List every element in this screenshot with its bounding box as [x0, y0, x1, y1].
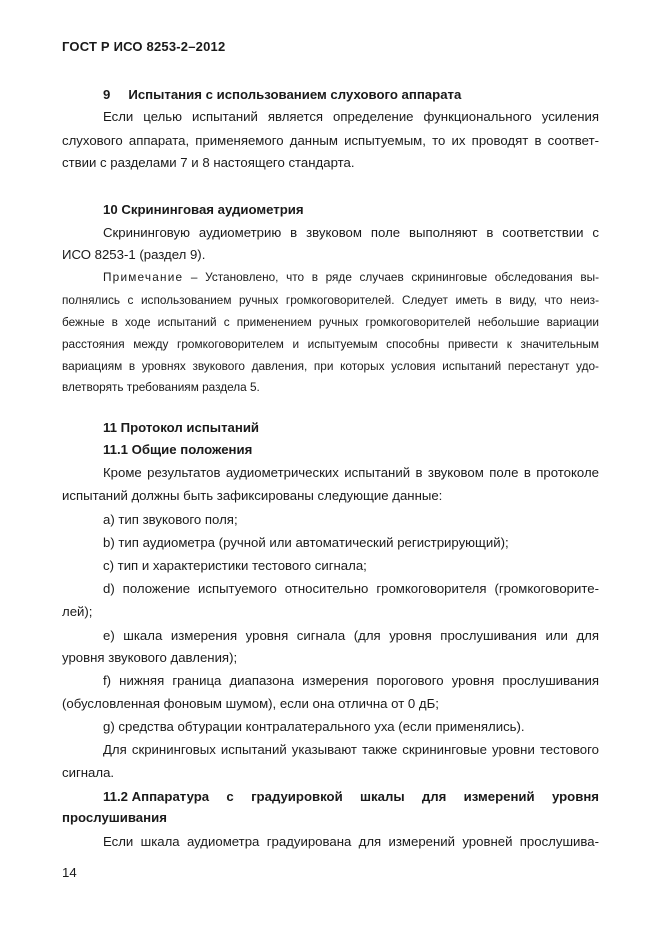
note-line: влетворять требованиям раздела 5. [62, 380, 260, 394]
heading-word: шкалы [360, 789, 405, 804]
page-number: 14 [62, 865, 77, 880]
list-item-continuation: уровня звукового давления); [62, 650, 238, 665]
paragraph-line: испытаний должны быть зафиксированы следующие данные: [62, 488, 443, 503]
list-item: d) положение испытуемого относительно громкоговорителя (громкоговорите- [103, 581, 599, 596]
paragraph-line: Для скрининговых испытаний указывают также скрининговые уровни тестового [103, 742, 599, 757]
subsection-11-1-heading: 11.1 Общие положения [103, 442, 253, 457]
subsection-11-2-heading-continuation: прослушивания [62, 810, 167, 825]
list-item: e) шкала измерения уровня сигнала (для уровня прослушивания или для [103, 628, 599, 643]
paragraph-line: сигнала. [62, 765, 115, 780]
heading-word: 11.2 Аппаратура [103, 789, 210, 804]
document-header: ГОСТ Р ИСО 8253-2–2012 [62, 39, 226, 54]
section-11-heading: 11 Протокол испытаний [103, 420, 260, 435]
note-line: бежные в ходе испытаний с применением ручных громкоговорителей небольшие вариации [62, 315, 599, 329]
heading-word: уровня [551, 789, 599, 804]
heading-word: для [421, 789, 447, 804]
section-9-heading [103, 87, 461, 102]
note-line: вариациям в уровнях звукового давления, при которых условия испытаний перестанут удо- [62, 359, 599, 373]
heading-word: измерений [463, 789, 535, 804]
paragraph-line: Кроме результатов аудиометрических испытаний в звуковом поле в протоколе [103, 465, 599, 480]
paragraph-line: Если целью испытаний является определение функционального усиления [103, 109, 599, 124]
note-text: – Установлено, что в ряде случаев скрининговые обследования вы- [183, 270, 599, 284]
list-item: b) тип аудиометра (ручной или автоматический регистрирующий); [103, 535, 509, 550]
paragraph-line: Скрининговую аудиометрию в звуковом поле выполняют в соответствии с [103, 225, 599, 240]
paragraph-line: слухового аппарата, применяемого данным испытуемым, то их проводят в соответ- [62, 133, 599, 148]
paragraph-line: Если шкала аудиометра градуирована для измерений уровней прослушива- [103, 834, 599, 849]
note-line: расстояния между громкоговорителем и испытуемым способны привести к значительным [62, 337, 599, 351]
list-item-continuation: (обусловленная фоновым шумом), если она отлична от 0 дБ; [62, 696, 439, 711]
paragraph-line: ствии с разделами 7 и 8 настоящего стандарта. [62, 155, 355, 170]
heading-word: с [226, 789, 234, 804]
section-10-heading: 10 Скрининговая аудиометрия [103, 202, 304, 217]
list-item: f) нижняя граница диапазона измерения порогового уровня прослушивания [103, 673, 599, 688]
list-item-continuation: лей); [62, 604, 93, 619]
note-label: Примечание [103, 270, 184, 284]
list-item: g) средства обтурации контралатерального уха (если применялись). [103, 719, 525, 734]
subsection-11-2-heading [103, 789, 599, 804]
note-line [103, 270, 599, 284]
section-9-title: Испытания с использованием слухового аппарата [128, 87, 462, 102]
heading-word: градуировкой [251, 789, 343, 804]
list-item: c) тип и характеристики тестового сигнала; [103, 558, 367, 573]
list-item: a) тип звукового поля; [103, 512, 238, 527]
section-9-number: 9 [103, 87, 111, 102]
note-line: полнялись с использованием ручных громкоговорителей. Следует иметь в виду, что неиз- [62, 293, 599, 307]
paragraph-line: ИСО 8253-1 (раздел 9). [62, 247, 206, 262]
